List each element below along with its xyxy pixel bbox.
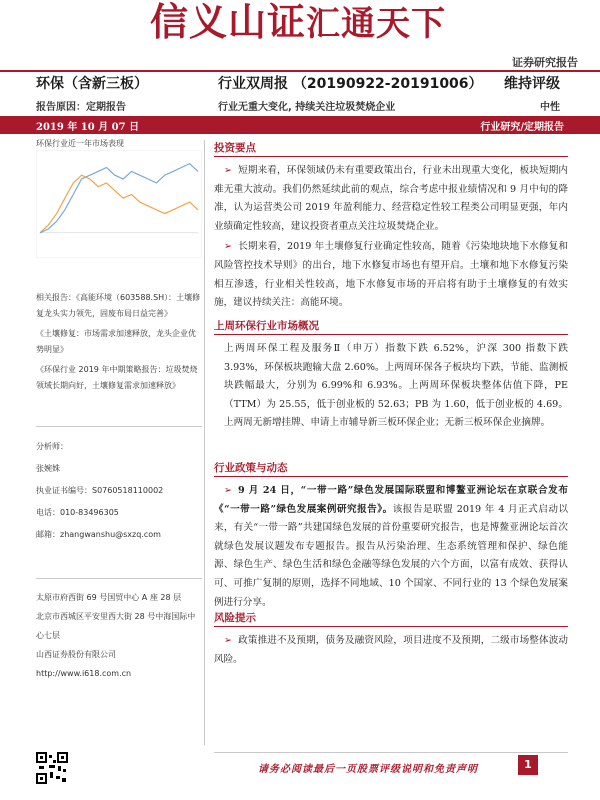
license-number: 执业证书编号：S0760518110002: [36, 486, 164, 495]
arrow-bullet-icon: ➢: [224, 165, 233, 176]
analyst-email[interactable]: 邮箱：zhangwanshu@sxzq.com: [36, 530, 161, 539]
paragraph: 上两周环保工程及服务Ⅱ（申万）指数下跌 6.52%，沪深 300 指数下跌 3.93%，环保板块跑输大盘 2.60%。上两周环保各子板块均下跌，节能、监测板块跌幅最大，分别为 6.99%和 6.93%。上两周环保板块整体估值下降，PE（TTM）为 25.55，低于创业板的 52.63；PB 为 1.60，低于创业板的 4.69。上两周无新增挂牌、申请上市辅导新三板环保企业；无新三板环保企业摘牌。: [224, 343, 568, 429]
report-category: 行业研究/定期报告: [480, 122, 564, 133]
chart-title: 环保行业近一年市场表现: [36, 139, 124, 148]
section-policy-news: [214, 460, 568, 614]
company-address: [36, 588, 202, 683]
analyst-phone: 电话：010-83496305: [36, 508, 119, 517]
analyst-label: 分析师：: [36, 442, 68, 451]
report-subtitle: 行业无重大变化, 持续关注垃圾焚烧企业: [218, 102, 396, 113]
related-report-1: 相关报告：《高能环境（603588.SH）：土壤修复龙头实力领先，固废布局日益完善》: [36, 293, 201, 318]
company-logo: 信义山证汇通天下: [150, 0, 447, 44]
related-reports: [36, 290, 202, 398]
arrow-bullet-icon: ➢: [224, 635, 233, 646]
address-line-1: 太原市府西街 69 号国贸中心 A 座 28 层: [36, 593, 182, 602]
address-line-3: 心七层: [36, 631, 60, 640]
sidebar-divider: [204, 140, 205, 745]
paragraph: ➢ 长期来看，2019 年土壤修复行业确定性较高，随着《污染地块地下水修复和风险管控技术导则》的出台，地下水修复市场也有望开启。土壤和地下水修复污染相互渗透，行业相关性较高，地下水修复市场的开启将有助于土壤修复的有效实施，建议持续关注：高能环境。: [214, 241, 568, 309]
paragraph: ➢ 政策推进不及预期，债务及融资风险，项目进度不及预期，二级市场整体波动风险。: [214, 635, 568, 665]
address-line-2: 北京市西城区平安里西大街 28 号中海国际中: [36, 612, 196, 621]
section-market-overview: [214, 318, 568, 435]
sector-name: 环保（含新三板）: [36, 76, 148, 92]
related-report-3: 《环保行业 2019 年中期策略报告：垃圾焚烧领域长期向好，土壤修复需求加速释放》: [36, 365, 198, 390]
arrow-bullet-icon: ➢: [224, 241, 233, 253]
section-title: 风险提示: [214, 610, 568, 627]
page-number: 1: [518, 755, 538, 775]
arrow-bullet-icon: ➢: [224, 485, 233, 496]
paragraph: ➢ 短期来看，环保领域仍未有重要政策出台，行业未出现重大变化，板块短期内难无重大波动。我们仍然延续此前的观点，综合考虑中报业绩情况和 9 月中旬的降准，认为运营类公司 2019 年盈利能力、经营稳定性较工程类公司明显更强，年内业绩确定性较高，建议投资者重点关注垃圾焚烧企业。: [214, 165, 568, 232]
report-title: 行业双周报 （20190922-20191006）: [218, 76, 483, 92]
sidebar-rule: [36, 426, 202, 427]
rating-label: 维持评级: [504, 76, 560, 92]
analyst-info: [36, 436, 202, 546]
rating-value: 中性: [540, 102, 560, 113]
date-band: [0, 116, 600, 134]
disclaimer-note: 请务必阅读最后一页股票评级说明和免责声明: [258, 764, 478, 775]
section-title: 行业政策与动态: [214, 460, 568, 477]
report-date: 2019 年 10 月 07 日: [36, 122, 140, 133]
section-risk: [214, 610, 568, 671]
report-reason: 报告原因：定期报告: [36, 102, 126, 113]
company-name: 山西证券股份有限公司: [36, 650, 116, 659]
footer-rule: [214, 752, 568, 753]
market-performance-chart: [36, 150, 202, 258]
section-title: 投资要点: [214, 140, 568, 157]
sidebar-rule: [36, 578, 202, 579]
header-rule: [0, 70, 600, 72]
section-investment-highlights: [214, 140, 568, 315]
analyst-name: 张婉姝: [36, 464, 60, 473]
company-website[interactable]: http://www.i618.com.cn: [36, 669, 132, 678]
paragraph: ➢ 9 月 24 日，“一带一路”绿色发展国际联盟和博鳌亚洲论坛在京联合发布《“一带一路”绿色发展案例研究报告》。该报告是联盟 2019 年 4 月正式启动以来，有关“一带一路”共建国绿色发展的首份重要研究报告，也是博鳌亚洲论坛首次就绿色发展议题发布专题报告。报告从污染治理、生态系统管理和保护、绿色能源、绿色生产、绿色生活和绿色金融等绿色发展的六个方面，以富有成效、获得认可、可推广复制的原则，选择不同地域、10 个国家、不同行业的 13 个绿色发展案例进行分享。: [214, 485, 568, 608]
related-report-2: 《土壤修复：市场需求加速释放，龙头企业优势明显》: [36, 329, 196, 354]
qr-code-icon: [36, 752, 68, 784]
report-type: 证券研究报告: [512, 56, 578, 69]
section-title: 上周环保行业市场概况: [214, 318, 568, 335]
